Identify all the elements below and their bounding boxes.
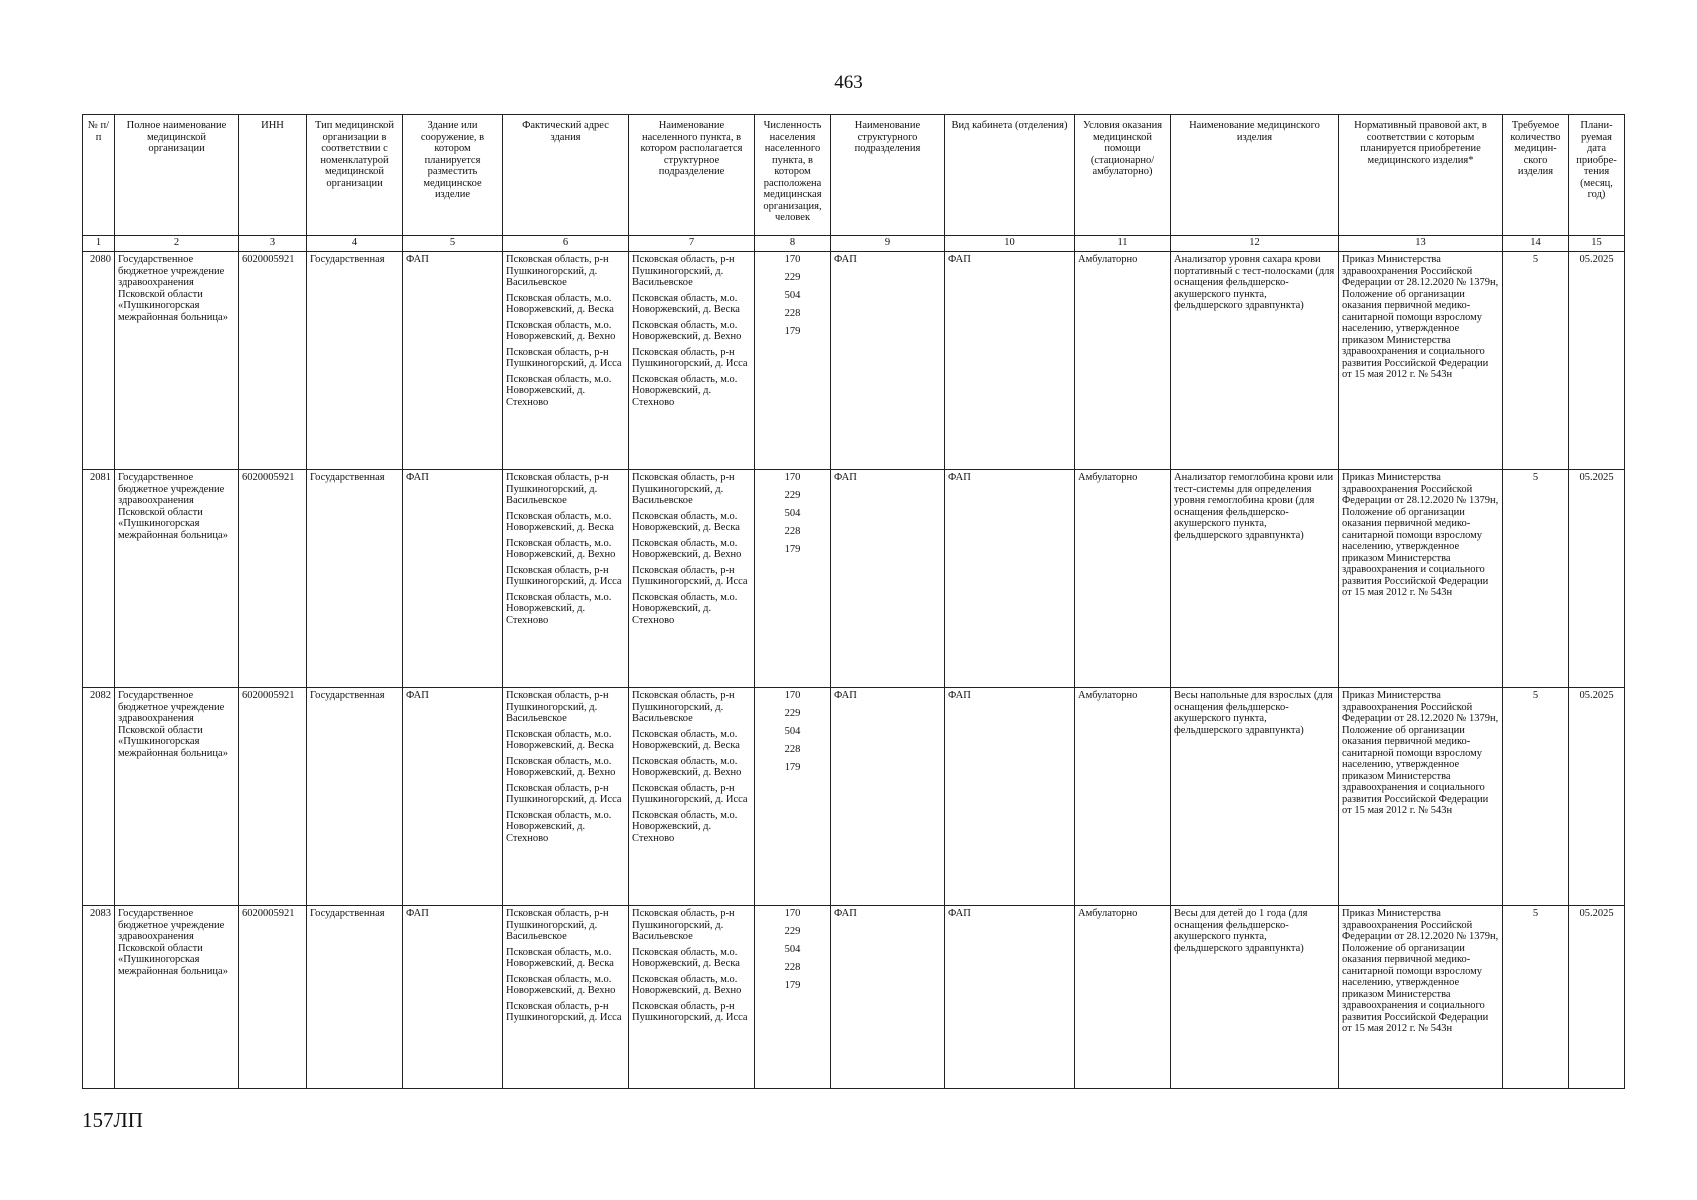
population-value: 229 bbox=[784, 490, 801, 501]
address-entry: Псковская область, м.о. Новоржевский, д. Стехново bbox=[506, 373, 612, 408]
row-number: 2082 bbox=[83, 688, 115, 906]
population-value: 179 bbox=[784, 544, 801, 555]
legal-act: Приказ Министерства здравоохранения Российской Федерации от 28.12.2020 № 1379н, Положение об организации оказания первичной медико-санитарной помощи взрослому населению, утвержденное приказом Министерства здравоохранения и социального развития Российской Федерации от 15 мая 2012 г. № 543н bbox=[1339, 252, 1503, 470]
row-number: 2083 bbox=[83, 906, 115, 1089]
inn-cell: 6020005921 bbox=[239, 688, 307, 906]
column-header: Нормативный правовой акт, в соответствии с которым планируется приобретение медицинского изделия* bbox=[1339, 115, 1503, 236]
address-entry: Псковская область, м.о. Новоржевский, д. Стехново bbox=[506, 591, 612, 626]
settlement-entry: Псковская область, м.о. Новоржевский, д. Вехно bbox=[632, 537, 742, 560]
column-header: Полное наименование медицинской организации bbox=[115, 115, 239, 236]
organization-name: Государственное бюджетное учреждение здравоохранения Псковской области «Пушкиногорская межрайонная больница» bbox=[115, 688, 239, 906]
column-header: Фактический адрес здания bbox=[503, 115, 629, 236]
address-entry: Псковская область, р-н Пушкиногорский, д. Васильевское bbox=[506, 472, 609, 506]
cabinet-type: ФАП bbox=[945, 906, 1075, 1089]
settlement-entry: Псковская область, р-н Пушкиногорский, д. Васильевское bbox=[632, 254, 735, 288]
column-header: Требуемое количество медицин-ского изделия bbox=[1503, 115, 1569, 236]
settlement-entry: Псковская область, р-н Пушкиногорский, д. Васильевское bbox=[632, 690, 735, 724]
population-value: 504 bbox=[784, 944, 801, 955]
address-entry: Псковская область, р-н Пушкиногорский, д. Исса bbox=[506, 564, 622, 587]
settlement-entry: Псковская область, р-н Пушкиногорский, д. Исса bbox=[632, 564, 748, 587]
population-value: 504 bbox=[784, 290, 801, 301]
column-header: Наименование населенного пункта, в котором располагается структурное подразделение bbox=[629, 115, 755, 236]
settlement-cell bbox=[629, 252, 755, 470]
address-entry: Псковская область, м.о. Новоржевский, д. Вехно bbox=[506, 755, 616, 778]
address-cell bbox=[503, 252, 629, 470]
address-entry: Псковская область, р-н Пушкиногорский, д. Васильевское bbox=[506, 254, 609, 288]
inn-cell: 6020005921 bbox=[239, 470, 307, 688]
settlement-entry: Псковская область, р-н Пушкиногорский, д. Васильевское bbox=[632, 472, 735, 506]
device-name: Анализатор уровня сахара крови портативный с тест-полосками (для оснащения фельдшерско-акушерского пункта, фельдшерского здравпункта) bbox=[1171, 252, 1339, 470]
building-cell: ФАП bbox=[403, 688, 503, 906]
table-row bbox=[83, 470, 1625, 688]
population-value: 229 bbox=[784, 272, 801, 283]
settlement-entry: Псковская область, р-н Пушкиногорский, д. Васильевское bbox=[632, 908, 735, 942]
settlement-cell bbox=[629, 470, 755, 688]
address-cell bbox=[503, 906, 629, 1089]
organization-type: Государственная bbox=[307, 906, 403, 1089]
settlement-entry: Псковская область, м.о. Новоржевский, д. Стехново bbox=[632, 591, 738, 626]
structural-unit: ФАП bbox=[831, 906, 945, 1089]
building-cell: ФАП bbox=[403, 906, 503, 1089]
care-conditions: Амбулаторно bbox=[1075, 688, 1171, 906]
population-value: 228 bbox=[784, 526, 801, 537]
quantity: 5 bbox=[1503, 688, 1569, 906]
column-number: 15 bbox=[1569, 236, 1625, 252]
population-cell bbox=[755, 252, 831, 470]
population-value: 229 bbox=[784, 708, 801, 719]
settlement-entry: Псковская область, м.о. Новоржевский, д. Вехно bbox=[632, 973, 742, 996]
address-entry: Псковская область, м.о. Новоржевский, д. Вехно bbox=[506, 319, 616, 342]
quantity: 5 bbox=[1503, 470, 1569, 688]
address-entry: Псковская область, м.о. Новоржевский, д. Стехново bbox=[506, 809, 612, 844]
population-value: 179 bbox=[784, 326, 801, 337]
column-header: Наименование медицинского изделия bbox=[1171, 115, 1339, 236]
address-entry: Псковская область, м.о. Новоржевский, д. Веска bbox=[506, 510, 614, 533]
address-cell bbox=[503, 470, 629, 688]
legal-act: Приказ Министерства здравоохранения Российской Федерации от 28.12.2020 № 1379н, Положение об организации оказания первичной медико-санитарной помощи взрослому населению, утвержденное приказом Министерства здравоохранения и социального развития Российской Федерации от 15 мая 2012 г. № 543н bbox=[1339, 688, 1503, 906]
population-cell bbox=[755, 906, 831, 1089]
settlement-entry: Псковская область, м.о. Новоржевский, д. Веска bbox=[632, 510, 740, 533]
column-header: ИНН bbox=[239, 115, 307, 236]
column-number: 9 bbox=[831, 236, 945, 252]
column-header: Плани-руемая дата приобре-тения (месяц, год) bbox=[1569, 115, 1625, 236]
population-value: 228 bbox=[784, 962, 801, 973]
medical-devices-table bbox=[82, 114, 1625, 1089]
population-cell bbox=[755, 688, 831, 906]
address-entry: Псковская область, р-н Пушкиногорский, д. Васильевское bbox=[506, 690, 609, 724]
column-number: 3 bbox=[239, 236, 307, 252]
care-conditions: Амбулаторно bbox=[1075, 252, 1171, 470]
building-cell: ФАП bbox=[403, 470, 503, 688]
row-number: 2080 bbox=[83, 252, 115, 470]
cabinet-type: ФАП bbox=[945, 470, 1075, 688]
settlement-entry: Псковская область, м.о. Новоржевский, д. Веска bbox=[632, 946, 740, 969]
address-entry: Псковская область, р-н Пушкиногорский, д. Васильевское bbox=[506, 908, 609, 942]
address-entry: Псковская область, м.о. Новоржевский, д. Веска bbox=[506, 728, 614, 751]
population-value: 179 bbox=[784, 762, 801, 773]
settlement-entry: Псковская область, м.о. Новоржевский, д. Вехно bbox=[632, 755, 742, 778]
purchase-date: 05.2025 bbox=[1569, 470, 1625, 688]
column-number: 13 bbox=[1339, 236, 1503, 252]
organization-name: Государственное бюджетное учреждение здравоохранения Псковской области «Пушкиногорская межрайонная больница» bbox=[115, 252, 239, 470]
settlement-entry: Псковская область, р-н Пушкиногорский, д. Исса bbox=[632, 1000, 748, 1023]
table-row bbox=[83, 906, 1625, 1089]
column-number: 11 bbox=[1075, 236, 1171, 252]
settlement-cell bbox=[629, 688, 755, 906]
organization-type: Государственная bbox=[307, 688, 403, 906]
column-header: Численность населения населенного пункта, в котором расположена медицинская организация, человек bbox=[755, 115, 831, 236]
population-value: 228 bbox=[784, 744, 801, 755]
purchase-date: 05.2025 bbox=[1569, 252, 1625, 470]
settlement-entry: Псковская область, м.о. Новоржевский, д. Стехново bbox=[632, 809, 738, 844]
column-header: Здание или сооружение, в котором планируется разместить медицинское изделие bbox=[403, 115, 503, 236]
cabinet-type: ФАП bbox=[945, 252, 1075, 470]
settlement-cell bbox=[629, 906, 755, 1089]
population-value: 170 bbox=[784, 254, 801, 265]
column-header: № п/п bbox=[83, 115, 115, 236]
page-number: 463 bbox=[834, 72, 863, 93]
organization-type: Государственная bbox=[307, 470, 403, 688]
column-number: 7 bbox=[629, 236, 755, 252]
settlement-entry: Псковская область, м.о. Новоржевский, д. Веска bbox=[632, 292, 740, 315]
population-value: 170 bbox=[784, 690, 801, 701]
population-value: 228 bbox=[784, 308, 801, 319]
table-row bbox=[83, 252, 1625, 470]
header-row bbox=[83, 115, 1625, 236]
organization-name: Государственное бюджетное учреждение здравоохранения Псковской области «Пушкиногорская межрайонная больница» bbox=[115, 470, 239, 688]
cabinet-type: ФАП bbox=[945, 688, 1075, 906]
table-row bbox=[83, 688, 1625, 906]
row-number: 2081 bbox=[83, 470, 115, 688]
purchase-date: 05.2025 bbox=[1569, 688, 1625, 906]
structural-unit: ФАП bbox=[831, 252, 945, 470]
population-value: 229 bbox=[784, 926, 801, 937]
population-value: 504 bbox=[784, 508, 801, 519]
population-value: 170 bbox=[784, 908, 801, 919]
structural-unit: ФАП bbox=[831, 470, 945, 688]
settlement-entry: Псковская область, м.о. Новоржевский, д. Вехно bbox=[632, 319, 742, 342]
column-number: 10 bbox=[945, 236, 1075, 252]
column-number: 1 bbox=[83, 236, 115, 252]
purchase-date: 05.2025 bbox=[1569, 906, 1625, 1089]
column-number: 5 bbox=[403, 236, 503, 252]
column-header: Тип медицинской организации в соответствии с номенклатурой медицинской организации bbox=[307, 115, 403, 236]
address-entry: Псковская область, м.о. Новоржевский, д. Вехно bbox=[506, 973, 616, 996]
column-header: Вид кабинета (отделения) bbox=[945, 115, 1075, 236]
population-value: 170 bbox=[784, 472, 801, 483]
address-entry: Псковская область, р-н Пушкиногорский, д. Исса bbox=[506, 1000, 622, 1023]
device-name: Весы для детей до 1 года (для оснащения фельдшерско-акушерского пункта, фельдшерского здравпункта) bbox=[1171, 906, 1339, 1089]
inn-cell: 6020005921 bbox=[239, 906, 307, 1089]
column-header: Наименование структурного подразделения bbox=[831, 115, 945, 236]
building-cell: ФАП bbox=[403, 252, 503, 470]
settlement-entry: Псковская область, р-н Пушкиногорский, д. Исса bbox=[632, 782, 748, 805]
address-entry: Псковская область, м.о. Новоржевский, д. Вехно bbox=[506, 537, 616, 560]
column-number: 2 bbox=[115, 236, 239, 252]
footer-code: 157ЛП bbox=[82, 1108, 143, 1132]
column-number: 4 bbox=[307, 236, 403, 252]
device-name: Анализатор гемоглобина крови или тест-системы для определения уровня гемоглобина крови (для оснащения фельдшерско-акушерского пункта, фельдшерского здравпункта) bbox=[1171, 470, 1339, 688]
legal-act: Приказ Министерства здравоохранения Российской Федерации от 28.12.2020 № 1379н, Положение об организации оказания первичной медико-санитарной помощи взрослому населению, утвержденное приказом Министерства здравоохранения и социального развития Российской Федерации от 15 мая 2012 г. № 543н bbox=[1339, 906, 1503, 1089]
inn-cell: 6020005921 bbox=[239, 252, 307, 470]
settlement-entry: Псковская область, м.о. Новоржевский, д. Веска bbox=[632, 728, 740, 751]
column-number: 12 bbox=[1171, 236, 1339, 252]
address-entry: Псковская область, р-н Пушкиногорский, д. Исса bbox=[506, 782, 622, 805]
population-value: 179 bbox=[784, 980, 801, 991]
address-entry: Псковская область, м.о. Новоржевский, д. Веска bbox=[506, 292, 614, 315]
organization-name: Государственное бюджетное учреждение здравоохранения Псковской области «Пушкиногорская межрайонная больница» bbox=[115, 906, 239, 1089]
device-name: Весы напольные для взрослых (для оснащения фельдшерско-акушерского пункта, фельдшерского здравпункта) bbox=[1171, 688, 1339, 906]
quantity: 5 bbox=[1503, 906, 1569, 1089]
address-cell bbox=[503, 688, 629, 906]
column-number: 6 bbox=[503, 236, 629, 252]
column-number-row bbox=[83, 236, 1625, 252]
settlement-entry: Псковская область, р-н Пушкиногорский, д. Исса bbox=[632, 346, 748, 369]
structural-unit: ФАП bbox=[831, 688, 945, 906]
column-number: 8 bbox=[755, 236, 831, 252]
address-entry: Псковская область, м.о. Новоржевский, д. Веска bbox=[506, 946, 614, 969]
population-cell bbox=[755, 470, 831, 688]
column-header: Условия оказания медицинской помощи (стационарно/ амбулаторно) bbox=[1075, 115, 1171, 236]
address-entry: Псковская область, р-н Пушкиногорский, д. Исса bbox=[506, 346, 622, 369]
organization-type: Государственная bbox=[307, 252, 403, 470]
column-number: 14 bbox=[1503, 236, 1569, 252]
settlement-entry: Псковская область, м.о. Новоржевский, д. Стехново bbox=[632, 373, 738, 408]
care-conditions: Амбулаторно bbox=[1075, 906, 1171, 1089]
care-conditions: Амбулаторно bbox=[1075, 470, 1171, 688]
quantity: 5 bbox=[1503, 252, 1569, 470]
population-value: 504 bbox=[784, 726, 801, 737]
legal-act: Приказ Министерства здравоохранения Российской Федерации от 28.12.2020 № 1379н, Положение об организации оказания первичной медико-санитарной помощи взрослому населению, утвержденное приказом Министерства здравоохранения и социального развития Российской Федерации от 15 мая 2012 г. № 543н bbox=[1339, 470, 1503, 688]
